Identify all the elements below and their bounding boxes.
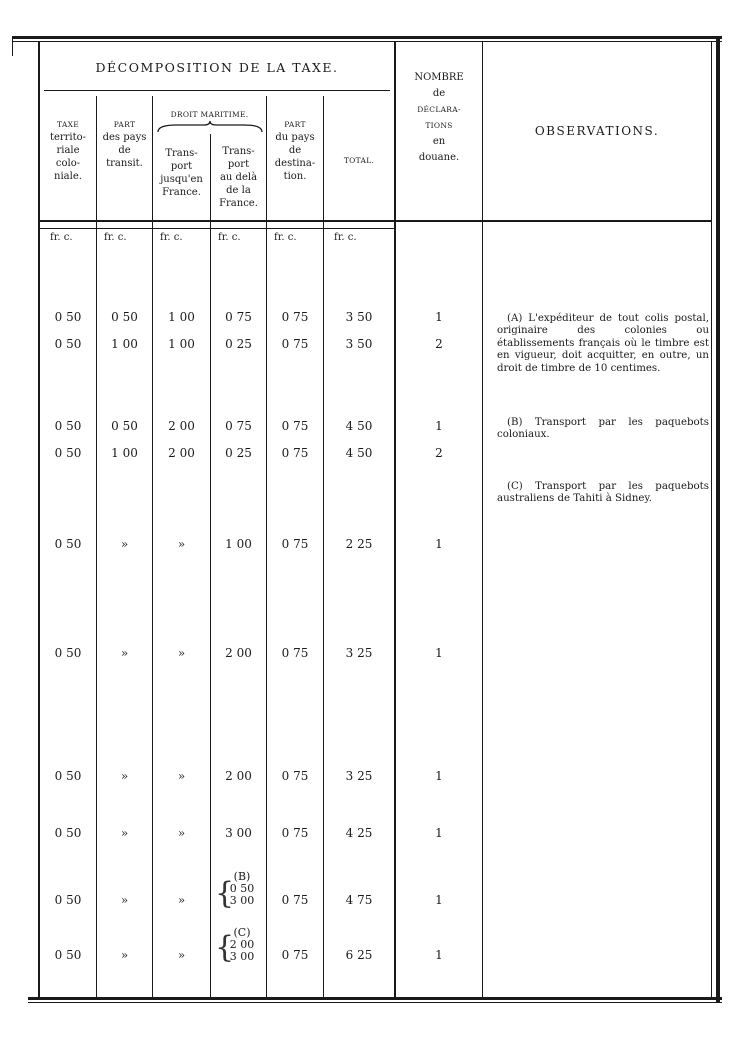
cell-total: 2 25 (345, 537, 373, 551)
cell-taxe: 0 50 (54, 769, 82, 783)
cell-dela: 0 75 (225, 419, 252, 433)
cell-transit: 0 50 (111, 310, 138, 324)
cell-dest: 0 75 (281, 826, 309, 840)
cell-taxe: 0 50 (54, 948, 82, 962)
top-border-thin (12, 41, 722, 42)
unit-france: fr. c. (160, 232, 183, 243)
droit-maritime-brace (156, 120, 264, 134)
cell-nombre: 2 (435, 337, 443, 351)
cell-transit: » (120, 646, 129, 660)
cell-dela: 2 00 (225, 769, 252, 783)
unit-taxe: fr. c. (50, 232, 73, 243)
cell-france: » (177, 537, 186, 551)
unit-dest: fr. c. (274, 232, 297, 243)
cell-total: 4 75 (345, 893, 373, 907)
header-nombre: NOMBRE de DÉCLARA- TIONS en douane. (414, 72, 464, 163)
right-border-thin (711, 42, 712, 998)
cell-dest: 0 75 (281, 337, 309, 351)
cell-taxe: 0 50 (54, 446, 82, 460)
cell-france: » (177, 948, 186, 962)
cell-nombre: 1 (435, 893, 443, 907)
decomposition-underline (44, 90, 390, 91)
left-margin-line (12, 36, 13, 56)
cell-dest: 0 75 (281, 646, 309, 660)
cell-total: 4 25 (345, 826, 373, 840)
cell-dela: 0 25 (225, 337, 252, 351)
cell-transit: » (120, 893, 129, 907)
header-bottom-rule (40, 220, 711, 222)
cell-total: 4 50 (345, 446, 373, 460)
cell-france: » (177, 893, 186, 907)
cell-total: 3 50 (345, 310, 373, 324)
cell-taxe: 0 50 (54, 310, 82, 324)
header-total: TOTAL. (343, 156, 375, 165)
decomposition-title: DÉCOMPOSITION DE LA TAXE. (95, 60, 339, 75)
cell-dela: 3 00 (225, 826, 252, 840)
cell-total: 3 50 (345, 337, 373, 351)
unit-transit: fr. c. (104, 232, 127, 243)
header-part-transit: PART des pays de transit. (102, 120, 147, 169)
cell-total: 6 25 (345, 948, 373, 962)
header-part-destination: PART du pays de destina- tion. (274, 120, 316, 182)
cell-france: » (177, 769, 186, 783)
cell-dest: 0 75 (281, 446, 309, 460)
cell-dela-stacked: (B) 0 50 3 00 (229, 870, 255, 907)
cell-nombre: 1 (435, 769, 443, 783)
brace-row-9: { (215, 876, 235, 911)
unit-dela: fr. c. (218, 232, 241, 243)
cell-transit: » (120, 826, 129, 840)
cell-nombre: 1 (435, 948, 443, 962)
observation-note-b: (B) Transport par les paquebots coloniaux. (497, 417, 709, 441)
header-transport-france: Trans- port jusqu'en France. (160, 148, 203, 198)
right-border-thick (716, 36, 720, 1003)
cell-dela-stacked: (C) 2 00 3 00 (229, 926, 255, 963)
header-droit-maritime: DROIT MARITIME. (170, 110, 249, 119)
cell-dest: 0 75 (281, 948, 309, 962)
cell-taxe: 0 50 (54, 537, 82, 551)
cell-transit: » (120, 769, 129, 783)
header-transport-dela: Trans- port au delà de la France. (219, 146, 258, 209)
cell-transit: 1 00 (111, 337, 138, 351)
units-underline (40, 228, 396, 229)
left-border (38, 42, 40, 998)
top-border-thick (12, 36, 722, 39)
cell-france: 2 00 (168, 419, 195, 433)
cell-dest: 0 75 (281, 769, 309, 783)
cell-nombre: 1 (435, 826, 443, 840)
cell-dest: 0 75 (281, 419, 309, 433)
cell-transit: » (120, 948, 129, 962)
cell-nombre: 1 (435, 537, 443, 551)
cell-dest: 0 75 (281, 310, 309, 324)
bottom-border-thick (28, 997, 722, 1000)
header-observations: OBSERVATIONS. (534, 124, 660, 138)
cell-transit: 0 50 (111, 419, 138, 433)
cell-taxe: 0 50 (54, 646, 82, 660)
cell-taxe: 0 50 (54, 826, 82, 840)
cell-transit: 1 00 (111, 446, 138, 460)
unit-total: fr. c. (334, 232, 357, 243)
bottom-border-thin (28, 1002, 722, 1003)
brace-row-10: { (215, 930, 235, 965)
cell-total: 3 25 (345, 769, 373, 783)
cell-france: » (177, 646, 186, 660)
cell-total: 3 25 (345, 646, 373, 660)
cell-nombre: 2 (435, 446, 443, 460)
cell-france: 2 00 (168, 446, 195, 460)
cell-taxe: 0 50 (54, 419, 82, 433)
cell-dela: 0 25 (225, 446, 252, 460)
cell-dest: 0 75 (281, 893, 309, 907)
cell-dela: 2 00 (225, 646, 252, 660)
cell-total: 4 50 (345, 419, 373, 433)
cell-transit: » (120, 537, 129, 551)
col-line-3 (210, 134, 211, 998)
header-taxe: TAXE territo- riale colo- niale. (49, 120, 87, 182)
cell-nombre: 1 (435, 310, 443, 324)
cell-france: 1 00 (168, 310, 195, 324)
cell-dest: 0 75 (281, 537, 309, 551)
cell-france: 1 00 (168, 337, 195, 351)
cell-taxe: 0 50 (54, 337, 82, 351)
col-line-6-thick (394, 42, 396, 998)
cell-dela: 1 00 (225, 537, 252, 551)
cell-nombre: 1 (435, 419, 443, 433)
cell-taxe: 0 50 (54, 893, 82, 907)
observation-note-c: (C) Transport par les paquebots australiens de Tahiti à Sidney. (497, 481, 709, 505)
observation-note-a: (A) L'expéditeur de tout colis postal, originaire des colonies ou établissements français où le timbre est en vigueur, doit acquitter, en outre, un droit de timbre de 10 centimes. (497, 313, 709, 374)
cell-france: » (177, 826, 186, 840)
cell-dela: 0 75 (225, 310, 252, 324)
col-line-7 (482, 42, 483, 998)
cell-nombre: 1 (435, 646, 443, 660)
